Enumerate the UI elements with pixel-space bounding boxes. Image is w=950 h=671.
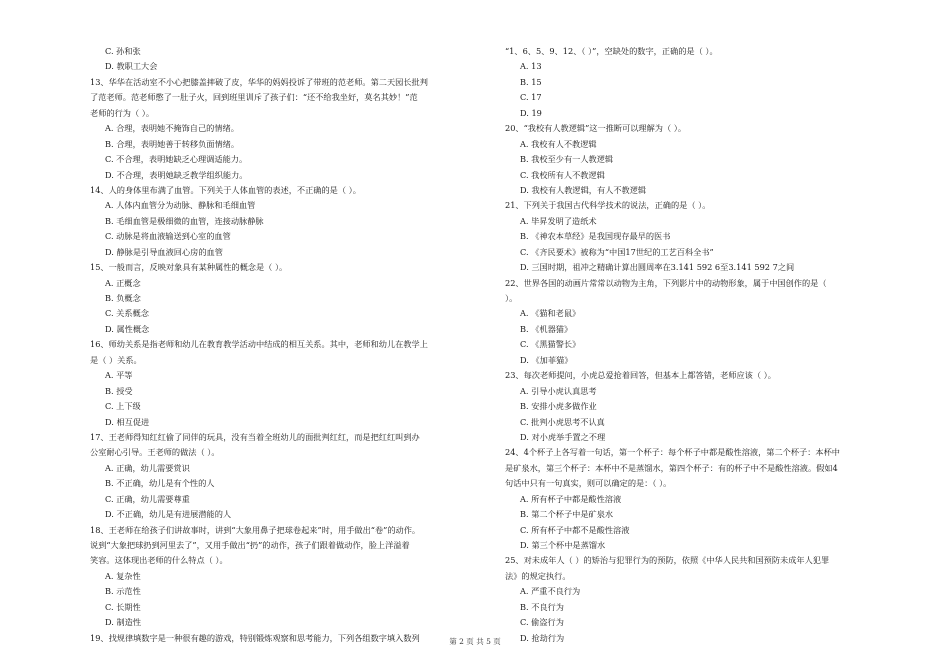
- answer-option: C. 批判小虎思考不认真: [520, 416, 605, 427]
- answer-option: C. 偷盗行为: [520, 617, 564, 628]
- question-text-line: ）。: [505, 293, 518, 303]
- answer-option: C. 上下级: [105, 401, 141, 412]
- answer-option: C. 正确，幼儿需要尊重: [105, 493, 190, 504]
- answer-option: B. 毛细血管是极细微的血管，连接动脉静脉: [105, 215, 264, 226]
- answer-option: D. 抢劫行为: [520, 632, 565, 643]
- answer-option: A. 人体内血管分为动脉、静脉和毛细血管: [105, 200, 256, 211]
- answer-option: A. 《猫和老鼠》: [520, 308, 581, 319]
- answer-option: D. 静脉是引导血液回心房的血管: [105, 246, 223, 257]
- answer-option: A. 所有杯子中都是酸性溶液: [520, 493, 622, 504]
- question-text-line: 20、“我校有人教逻辑”这一推断可以理解为（ ）。: [505, 123, 687, 134]
- answer-option: D. 属性概念: [105, 323, 150, 334]
- question-text-line: 句话中只有一句真实，则可以确定的是：（ ）。: [505, 478, 672, 489]
- answer-option: D. 《加菲猫》: [520, 354, 573, 365]
- question-text-line: 法》的规定执行。: [505, 570, 571, 581]
- answer-option: C. 所有杯子中都不是酸性溶液: [520, 524, 630, 535]
- answer-option: C. 动脉是将血液输送到心室的血管: [105, 231, 231, 242]
- question-text-line: 15、一般而言，反映对象具有某种属性的概念是（ ）。: [90, 262, 288, 273]
- question-text-line: 14、人的身体里布满了血管。下列关于人体血管的表述，不正确的是（ ）。: [90, 184, 361, 195]
- question-text-line: 公室耐心引导。王老师的做法（ ）。: [90, 447, 220, 458]
- answer-option: B. 我校至少有一人教逻辑: [520, 154, 614, 165]
- answer-option: D. 不正确，幼儿是有进展潜能的人: [105, 509, 232, 520]
- answer-option: A. 正概念: [105, 277, 141, 288]
- answer-option: D. 相互促进: [105, 416, 150, 427]
- answer-option: D. 我校有人教逻辑，有人不教逻辑: [520, 184, 647, 195]
- answer-option: B. 负概念: [105, 293, 141, 303]
- answer-option: B. 《神农本草经》是我国现存最早的医书: [520, 231, 671, 242]
- answer-option: C. 《黑猫警长》: [520, 339, 581, 350]
- answer-option: A. 合理，表明她不掩饰自己的情绪。: [105, 123, 239, 134]
- answer-option: A. 平等: [105, 370, 133, 381]
- question-text-line: 笑容。这体现出老师的什么特点（ ）。: [90, 555, 228, 566]
- answer-option: D. 第三个杯中是蒸馏水: [520, 540, 606, 550]
- answer-option: C. 不合理，表明她缺乏心理调适能力。: [105, 154, 248, 165]
- question-text-line: 16、师幼关系是指老师和幼儿在教育教学活动中结成的相互关系。其中，老师和幼儿在教学上: [90, 339, 428, 350]
- question-text-line: “1、6、5、9、12、（ ）”，空缺处的数字，正确的是（ ）。: [505, 46, 718, 56]
- question-text-line: 老师的行为（ ）。: [90, 107, 155, 118]
- question-text-line: 是（ ）关系。: [90, 354, 142, 365]
- answer-option: C. 《齐民要术》被称为“中国17世纪的工艺百科全书”: [520, 246, 714, 257]
- answer-option: D. 对小虎举手置之不理: [520, 431, 606, 442]
- question-text-line: 25、对未成年人（ ）的矫治与犯罪行为的预防，依照《中华人民共和国预防未成年人犯罪: [505, 555, 830, 566]
- question-text-line: 说到“大象把球扔到河里去了”，又用手做出“扔”的动作，孩子们跟着做动作，脸上洋溢着: [90, 540, 410, 550]
- page-footer: 第 2 页 共 5 页: [449, 637, 501, 646]
- question-text-line: 21、下列关于我国古代科学技术的说法，正确的是（ ）。: [505, 200, 711, 211]
- answer-option: A. 正确，幼儿需要赏识: [105, 462, 190, 473]
- answer-option: A. 引导小虎认真思考: [520, 385, 597, 396]
- left-column: [90, 44, 482, 646]
- answer-option: D. 三国时期，祖冲之精确计算出圆周率在3.141 592 6至3.141 592 7之间: [520, 262, 795, 273]
- answer-option: A. 严重不良行为: [520, 586, 581, 597]
- answer-option: D. 教职工大会: [105, 61, 158, 72]
- answer-option: D. 19: [520, 107, 542, 118]
- question-text-line: 24、4个杯子上各写着一句话，第一个杯子：每个杯子中都是酸性溶液，第二个杯子：本杯中: [505, 447, 840, 458]
- answer-option: B. 不正确，幼儿是有个性的人: [105, 478, 215, 489]
- question-text-line: 22、世界各国的动画片常常以动物为主角，下列影片中的动物形象，属于中国创作的是（: [505, 277, 827, 288]
- answer-option: C. 关系概念: [105, 308, 149, 319]
- answer-option: C. 17: [520, 92, 542, 103]
- answer-option: B. 15: [520, 76, 542, 87]
- answer-option: A. 复杂性: [105, 570, 141, 581]
- answer-option: C. 孙和张: [105, 46, 141, 56]
- answer-option: B. 示范性: [105, 586, 141, 597]
- question-text-line: 17、王老师得知红红偷了同伴的玩具，没有当着全班幼儿的面批判红红，而是把红红叫到办: [90, 431, 420, 442]
- answer-option: B. 不良行为: [520, 601, 564, 612]
- question-text-line: 23、每次老师提问，小虎总爱抢着回答，但基本上都答错，老师应该（ ）。: [505, 370, 776, 381]
- answer-option: B. 第二个杯子中是矿泉水: [520, 509, 614, 520]
- question-text-line: 18、王老师在给孩子们讲故事时，讲到“大象用鼻子把球卷起来”时，用手做出“卷”的动作。: [90, 524, 421, 535]
- answer-option: A. 我校有人不教逻辑: [520, 138, 597, 149]
- answer-option: B. 安排小虎多做作业: [520, 401, 597, 412]
- answer-option: B. 《机器猫》: [520, 323, 573, 334]
- answer-option: B. 合理，表明她善于转移负面情绪。: [105, 138, 240, 149]
- answer-option: D. 制造性: [105, 617, 142, 628]
- question-text-line: 13、华华在活动室不小心把膝盖摔破了皮，华华的妈妈投诉了带班的范老师。第二天园长批判: [90, 76, 428, 87]
- question-text-line: 了范老师。范老师憋了一肚子火，回到班里训斥了孩子们：“还不给我坐好，莫名其妙！”范: [90, 92, 418, 103]
- answer-option: C. 我校所有人不教逻辑: [520, 169, 605, 180]
- answer-option: D. 不合理，表明她缺乏教学组织能力。: [105, 169, 248, 180]
- answer-option: B. 授受: [105, 385, 133, 396]
- question-text-line: 是矿泉水，第三个杯子：本杯中不是蒸馏水，第四个杯子：有的杯子中不是酸性溶液。假如4: [505, 462, 838, 473]
- answer-option: A. 13: [520, 61, 542, 72]
- answer-option: A. 毕昇发明了造纸术: [520, 215, 597, 226]
- question-text-line: 19、找规律填数字是一种很有趣的游戏，特别锻炼观察和思考能力，下列各组数字填入数列: [90, 632, 420, 643]
- answer-option: C. 长期性: [105, 601, 141, 612]
- right-column: [505, 44, 905, 646]
